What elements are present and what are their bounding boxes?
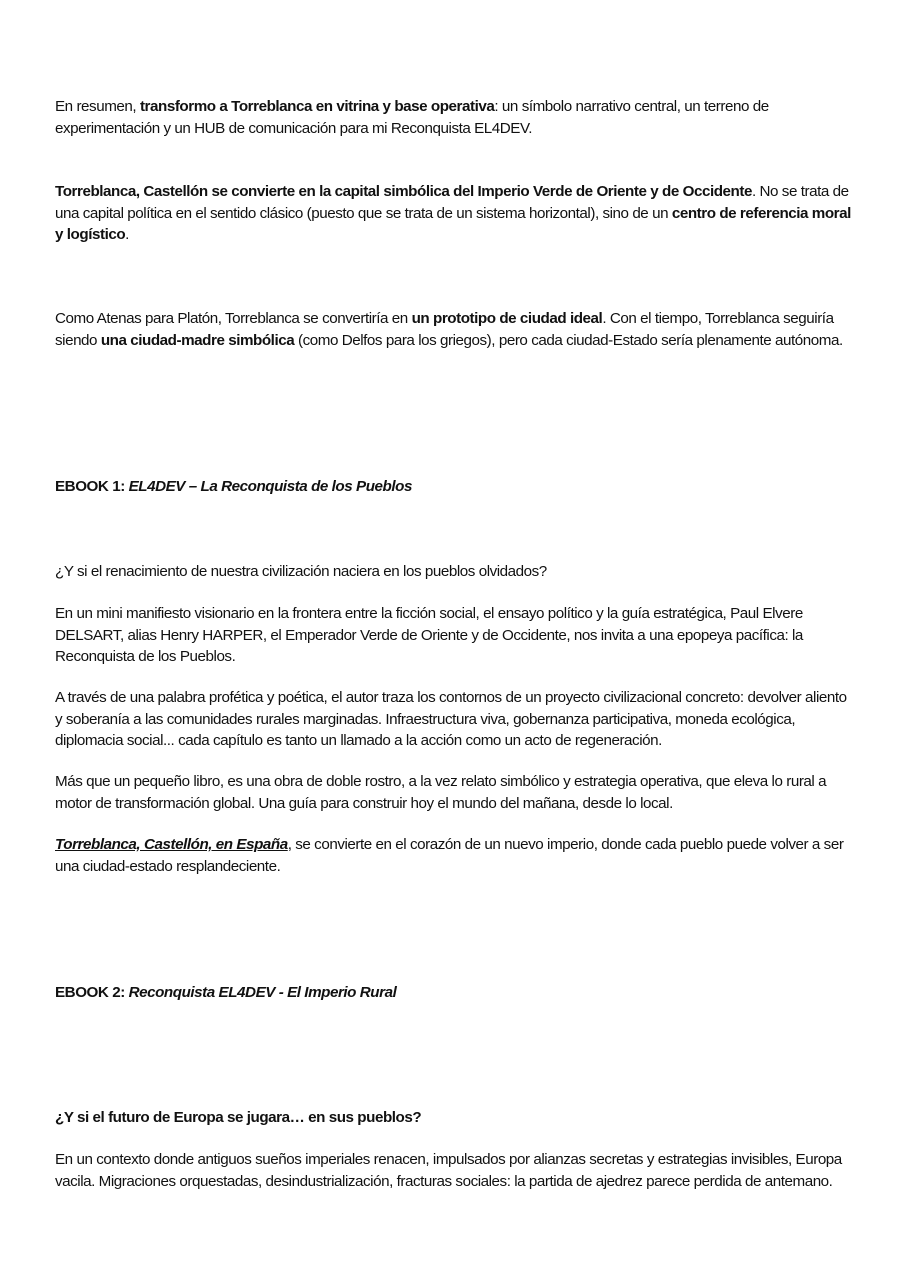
ebook1-question: ¿Y si el renacimiento de nuestra civilización naciera en los pueblos olvidados? [55, 563, 547, 580]
ebook1-heading [55, 476, 855, 498]
text: (como Delfos para los griegos), pero cada ciudad-Estado sería plenamente autónoma. [294, 331, 843, 349]
underlined-emphasis: Torreblanca, Castellón, en España [55, 836, 288, 853]
ebook2-heading [55, 982, 855, 1004]
paragraph-capital [55, 181, 855, 246]
ebook1-paragraph-3: Más que un pequeño libro, es una obra de doble rostro, a la vez relato simbólico y estrategia operativa, que eleva lo rural a motor de transformación global. Una guía para construir hoy el mundo del mañana, desde lo local. [55, 773, 827, 812]
text: : un símbolo narrativo central, un terreno de experimentación y un HUB de comunicación para mi Reconquista EL4DEV. [55, 98, 769, 137]
text: En resumen, [55, 98, 140, 115]
ebook1-paragraph-1: En un mini manifiesto visionario en la frontera entre la ficción social, el ensayo político y la guía estratégica, Paul Elvere DELSART, alias Henry HARPER, el Emperador Verde de Oriente y de Occidente, nos invita a una epopeya pacífica: la Reconquista de los Pueblos. [55, 605, 803, 665]
paragraph-summary [55, 96, 855, 139]
ebook1-paragraph-4 [55, 834, 855, 877]
bold-text: transformo a Torreblanca en vitrina y base operativa [139, 98, 495, 115]
bold-text: un prototipo de ciudad ideal [411, 310, 603, 327]
ebook-label: EBOOK 2: [55, 984, 129, 1001]
text: Como Atenas para Platón, Torreblanca se convertiría en [55, 310, 412, 327]
ebook2-paragraph-1: En un contexto donde antiguos sueños imperiales renacen, impulsados por alianzas secretas y estrategias invisibles, Europa vacila. Migraciones orquestadas, desindustrialización, fracturas sociales: la partida de ajedrez parece perdida de antemano. [55, 1151, 842, 1190]
bold-question: ¿Y si el futuro de Europa se jugara… en sus pueblos? [55, 1109, 422, 1126]
bold-text: Torreblanca, Castellón se convierte en la capital simbólica del Imperio Verde de Oriente y de Occidente [55, 183, 752, 200]
text: . [125, 226, 129, 243]
text: . No se trata de una capital política en el sentido clásico (puesto que se trata de un sistema horizontal), sino de un [55, 183, 849, 222]
paragraph-athens [55, 308, 855, 351]
ebook1-paragraph-2: A través de una palabra profética y poética, el autor traza los contornos de un proyecto civilizacional concreto: devolver aliento y soberanía a las comunidades rurales marginadas. Infraestructura viva, gobernanza participativa, moneda ecológica, diplomacia social... cada capítulo es tanto un llamado a la acción como un acto de regeneración. [55, 689, 847, 749]
text: , se convierte en el corazón de un nuevo imperio, donde cada pueblo puede volver a ser una ciudad-estado resplandeciente. [55, 836, 844, 875]
text: . Con el tiempo, Torreblanca seguiría siendo [55, 310, 834, 349]
ebook2-question [55, 1107, 855, 1129]
bold-text: una ciudad-madre simbólica [100, 331, 295, 349]
ebook-title: EL4DEV – La Reconquista de los Pueblos [128, 478, 412, 495]
bold-text: centro de referencia moral y logístico [55, 204, 851, 243]
ebook-label: EBOOK 1: [55, 478, 129, 495]
ebook-title: Reconquista EL4DEV - El Imperio Rural [128, 984, 397, 1001]
